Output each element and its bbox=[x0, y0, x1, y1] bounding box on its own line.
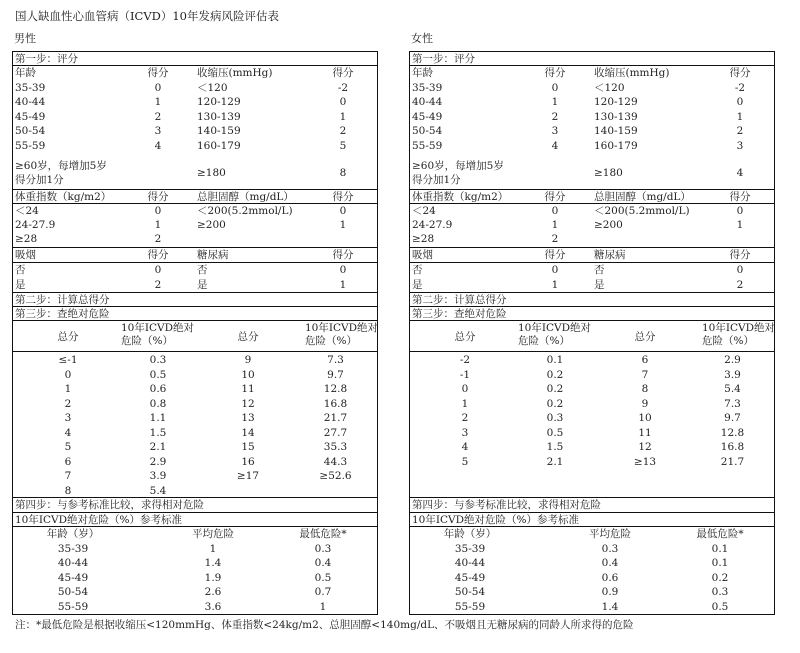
sbp-score: 1 bbox=[736, 110, 744, 123]
total-score-header: 总分 bbox=[57, 331, 79, 343]
step2-title: 第二步：计算总得分 bbox=[412, 294, 507, 306]
score-header: 得分 bbox=[332, 67, 354, 79]
ref-min: 0.5 bbox=[711, 600, 729, 613]
sbp-range: 120-129 bbox=[594, 96, 638, 108]
age-score: 3 bbox=[154, 125, 162, 137]
ref-age-header: 年龄（岁） bbox=[46, 528, 100, 540]
ref-min: 0.1 bbox=[711, 542, 729, 555]
ref-min: 0.3 bbox=[314, 542, 332, 555]
total-score: 5 bbox=[461, 455, 469, 468]
abs-risk: 2.9 bbox=[149, 455, 167, 468]
ref-age: 55-59 bbox=[57, 600, 89, 613]
smoke-value: 是 bbox=[15, 278, 26, 291]
page-title: 国人缺血性心血管病（ICVD）10年发病风险评估表 bbox=[15, 9, 279, 23]
age60-line2: 得分加1分 bbox=[412, 174, 461, 186]
step4-row bbox=[410, 498, 774, 513]
step4-title: 第四步：与参考标准比较，求得相对危险 bbox=[15, 499, 204, 511]
total-score: ≥17 bbox=[236, 470, 260, 482]
total-score: 0 bbox=[461, 383, 469, 395]
ref-age: 40-44 bbox=[57, 557, 89, 569]
abs-risk-header-line1: 10年ICVD绝对 bbox=[702, 322, 776, 334]
total-score: 1 bbox=[461, 397, 469, 410]
abs-risk-header-line1: 10年ICVD绝对 bbox=[121, 322, 195, 334]
score-header: 得分 bbox=[147, 249, 169, 261]
total-score: 11 bbox=[241, 383, 255, 395]
ref-avg: 1 bbox=[209, 542, 217, 555]
table-row bbox=[410, 556, 774, 571]
abs-risk: 7.3 bbox=[327, 354, 344, 366]
total-score: 3 bbox=[64, 412, 72, 424]
ref-age: 35-39 bbox=[454, 542, 486, 555]
abs-risk: 1.5 bbox=[546, 441, 564, 453]
ref-avg: 0.4 bbox=[601, 557, 619, 569]
abs-risk: 0.8 bbox=[149, 397, 167, 410]
abs-risk: 12.8 bbox=[720, 426, 745, 439]
sbp-range: 140-159 bbox=[594, 125, 638, 137]
chol-range: ≥200 bbox=[594, 219, 623, 231]
age-range: 55-59 bbox=[412, 139, 443, 152]
age-score: 0 bbox=[154, 81, 162, 94]
table-row bbox=[13, 542, 377, 557]
score-header: 得分 bbox=[729, 67, 751, 79]
age-header: 年龄 bbox=[412, 67, 433, 79]
sbp-score: -2 bbox=[337, 81, 349, 94]
step1-title: 第一步：评分 bbox=[15, 53, 78, 65]
bmi-range: ≥28 bbox=[412, 233, 435, 245]
diab-score: 1 bbox=[339, 278, 347, 291]
abs-risk: 7.3 bbox=[724, 397, 741, 410]
sbp-score: 0 bbox=[736, 96, 744, 108]
ref-age: 35-39 bbox=[57, 542, 89, 555]
total-score: 9 bbox=[641, 397, 649, 410]
age-score: 4 bbox=[551, 139, 559, 152]
abs-risk: 16.8 bbox=[323, 397, 348, 410]
ref-avg: 0.9 bbox=[601, 586, 619, 598]
sbp-header: 收缩压(mmHg) bbox=[197, 67, 273, 79]
total-score: 7 bbox=[641, 368, 649, 381]
score-header: 得分 bbox=[544, 249, 566, 261]
total-score: 3 bbox=[461, 426, 469, 439]
smoke-value: 否 bbox=[15, 264, 26, 276]
age-score: 0 bbox=[551, 81, 559, 94]
diab-value: 是 bbox=[197, 278, 208, 291]
ref-age: 55-59 bbox=[454, 600, 486, 613]
sbp-score: 3 bbox=[736, 139, 744, 152]
abs-risk: ≥52.6 bbox=[319, 470, 352, 482]
ref-age: 40-44 bbox=[454, 557, 486, 569]
diab-header: 糖尿病 bbox=[594, 249, 626, 261]
male-label: 男性 bbox=[14, 32, 36, 45]
total-score: 6 bbox=[641, 354, 649, 366]
total-score: 4 bbox=[64, 426, 72, 439]
bmi-header: 体重指数（kg/m2） bbox=[15, 191, 112, 203]
total-score: 8 bbox=[641, 383, 649, 395]
total-score: 11 bbox=[638, 426, 652, 439]
abs-risk: 27.7 bbox=[323, 426, 348, 439]
table-row bbox=[410, 571, 774, 586]
ref-avg: 2.6 bbox=[204, 586, 222, 598]
ref-title-row bbox=[410, 513, 774, 528]
bmi-header: 体重指数（kg/m2） bbox=[412, 191, 509, 203]
abs-risk: 44.3 bbox=[323, 455, 348, 468]
total-score: -1 bbox=[459, 368, 471, 381]
chol-score: 1 bbox=[736, 219, 744, 231]
ref-min: 0.1 bbox=[711, 557, 729, 569]
abs-risk-header-line1: 10年ICVD绝对 bbox=[305, 322, 379, 334]
total-score: 15 bbox=[241, 441, 255, 453]
abs-risk-header-line2: 危险（%） bbox=[305, 334, 357, 347]
abs-risk: 5.4 bbox=[149, 484, 167, 497]
abs-risk-header-line2: 危险（%） bbox=[702, 334, 754, 347]
abs-risk: 0.2 bbox=[546, 397, 564, 410]
bmi-score: 0 bbox=[551, 205, 559, 217]
sbp-score: 2 bbox=[736, 125, 744, 137]
bmi-range: ＜24 bbox=[15, 205, 39, 217]
abs-risk: 21.7 bbox=[720, 455, 745, 468]
sbp-range: ＜120 bbox=[594, 81, 625, 94]
score-header: 得分 bbox=[729, 191, 751, 203]
ref-avg: 1.4 bbox=[204, 557, 222, 569]
ref-age: 50-54 bbox=[57, 586, 89, 598]
smoke-value: 是 bbox=[412, 278, 423, 291]
ref-avg: 0.3 bbox=[601, 542, 619, 555]
ref-avg: 0.6 bbox=[601, 571, 619, 584]
risk-section bbox=[13, 52, 377, 498]
abs-risk: 0.3 bbox=[149, 354, 167, 366]
ref-age: 50-54 bbox=[454, 586, 486, 598]
sbp-score: 0 bbox=[339, 96, 347, 108]
age-score: 2 bbox=[154, 110, 162, 123]
table-row bbox=[410, 585, 774, 600]
age-score: 3 bbox=[551, 125, 559, 137]
age60-line2: 得分加1分 bbox=[15, 174, 64, 186]
age-range: 50-54 bbox=[15, 125, 46, 137]
sbp-score: 5 bbox=[339, 139, 347, 152]
total-score: ≥13 bbox=[633, 455, 657, 468]
smoke-score: 0 bbox=[154, 264, 162, 276]
male-risk-table bbox=[12, 51, 378, 615]
age-range: 45-49 bbox=[15, 110, 46, 123]
total-score: 7 bbox=[64, 470, 72, 482]
abs-risk-header-line2: 危险（%） bbox=[121, 334, 173, 347]
abs-risk-header-line2: 危险（%） bbox=[518, 334, 570, 347]
table-row bbox=[13, 571, 377, 586]
score-header: 得分 bbox=[544, 67, 566, 79]
bmi-range: ＜24 bbox=[412, 205, 436, 217]
smoke-header: 吸烟 bbox=[15, 249, 36, 261]
sbp-score: -2 bbox=[734, 81, 746, 94]
sbp180-score: 4 bbox=[736, 167, 744, 179]
bmi-range: 24-27.9 bbox=[15, 219, 56, 231]
table-row bbox=[13, 585, 377, 600]
bmi-score: 1 bbox=[551, 219, 559, 231]
ref-title: 10年ICVD绝对危险（%）参考标准 bbox=[15, 513, 183, 526]
age-range: 55-59 bbox=[15, 139, 46, 152]
ref-min-header: 最低危险* bbox=[299, 528, 347, 540]
total-score: 2 bbox=[461, 412, 469, 424]
total-score-header: 总分 bbox=[237, 331, 259, 343]
score-header: 得分 bbox=[147, 191, 169, 203]
score-header: 得分 bbox=[332, 191, 354, 203]
total-score: 1 bbox=[64, 383, 72, 395]
diab-score: 0 bbox=[736, 264, 744, 276]
ref-min: 0.7 bbox=[314, 586, 332, 598]
smoke-score: 1 bbox=[551, 278, 559, 291]
ref-min-header: 最低危险* bbox=[696, 528, 744, 540]
age-score: 1 bbox=[551, 96, 559, 108]
age60-line1: ≥60岁，每增加5岁 bbox=[15, 160, 107, 172]
sbp-range: 120-129 bbox=[197, 96, 241, 108]
total-score: -2 bbox=[459, 354, 471, 366]
ref-age-header: 年龄（岁） bbox=[443, 528, 497, 540]
total-score: 0 bbox=[64, 368, 72, 381]
sbp180: ≥180 bbox=[594, 167, 623, 179]
bmi-score: 0 bbox=[154, 205, 162, 217]
age-range: 45-49 bbox=[412, 110, 443, 123]
abs-risk: 0.6 bbox=[149, 383, 167, 395]
sbp-range: ＜120 bbox=[197, 81, 228, 94]
sbp180: ≥180 bbox=[197, 167, 226, 179]
total-score: 12 bbox=[638, 441, 652, 453]
smoke-value: 否 bbox=[412, 264, 423, 276]
diab-value: 是 bbox=[594, 278, 605, 291]
ref-header bbox=[13, 527, 377, 542]
diab-score: 0 bbox=[339, 264, 347, 276]
ref-header bbox=[410, 527, 774, 542]
bmi-range: 24-27.9 bbox=[412, 219, 453, 231]
age-score: 1 bbox=[154, 96, 162, 108]
chol-score: 0 bbox=[339, 205, 347, 217]
ref-min: 0.5 bbox=[314, 571, 332, 584]
total-score: 6 bbox=[64, 455, 72, 468]
total-score: 14 bbox=[241, 426, 255, 439]
ref-age: 45-49 bbox=[454, 571, 486, 584]
ref-avg: 1.9 bbox=[204, 571, 222, 584]
table-row bbox=[13, 600, 377, 615]
bmi-score: 2 bbox=[551, 233, 559, 245]
total-score: 12 bbox=[241, 397, 255, 410]
age-range: 50-54 bbox=[412, 125, 443, 137]
bmi-score: 2 bbox=[154, 233, 162, 245]
total-score: 8 bbox=[64, 484, 72, 497]
sbp-score: 2 bbox=[339, 125, 347, 137]
chol-header: 总胆固醇（mg/dL） bbox=[594, 191, 691, 203]
ref-min: 0.4 bbox=[314, 557, 332, 569]
age-range: 40-44 bbox=[15, 96, 46, 108]
chol-score: 1 bbox=[339, 219, 347, 231]
abs-risk: 2.9 bbox=[724, 354, 741, 366]
total-score-header: 总分 bbox=[634, 331, 656, 343]
bmi-score: 1 bbox=[154, 219, 162, 231]
age-range: 40-44 bbox=[412, 96, 443, 108]
abs-risk: 0.2 bbox=[546, 368, 564, 381]
total-score: 9 bbox=[244, 354, 252, 366]
smoke-header: 吸烟 bbox=[412, 249, 433, 261]
female-label: 女性 bbox=[411, 32, 433, 45]
age-header: 年龄 bbox=[15, 67, 36, 79]
ref-title-row bbox=[13, 513, 377, 528]
abs-risk: 9.7 bbox=[327, 368, 344, 381]
risk-section bbox=[410, 52, 774, 498]
total-score-header: 总分 bbox=[454, 331, 476, 343]
total-score: 13 bbox=[241, 412, 255, 424]
sbp180-score: 8 bbox=[339, 167, 347, 179]
sbp-range: 130-139 bbox=[594, 110, 638, 123]
abs-risk: 0.2 bbox=[546, 383, 564, 395]
ref-avg: 3.6 bbox=[204, 600, 222, 613]
abs-risk: 3.9 bbox=[149, 470, 167, 482]
abs-risk: 12.8 bbox=[323, 383, 348, 395]
ref-age: 45-49 bbox=[57, 571, 89, 584]
abs-risk: 0.3 bbox=[546, 412, 564, 424]
diab-header: 糖尿病 bbox=[197, 249, 229, 261]
female-risk-table bbox=[409, 51, 775, 615]
ref-min: 0.2 bbox=[711, 571, 729, 584]
total-score: 10 bbox=[638, 412, 652, 424]
total-score: 4 bbox=[461, 441, 469, 453]
abs-risk: 2.1 bbox=[149, 441, 167, 453]
abs-risk-header-line1: 10年ICVD绝对 bbox=[518, 322, 592, 334]
abs-risk: 3.9 bbox=[724, 368, 741, 381]
total-score: 5 bbox=[64, 441, 72, 453]
total-score: 10 bbox=[241, 368, 255, 381]
abs-risk: 5.4 bbox=[724, 383, 741, 395]
chol-score: 0 bbox=[736, 205, 744, 217]
age-score: 2 bbox=[551, 110, 559, 123]
ref-min: 1 bbox=[319, 600, 327, 613]
chol-range: ＜200(5.2mmol/L) bbox=[594, 205, 690, 217]
age-range: 35-39 bbox=[15, 81, 46, 94]
age-range: 35-39 bbox=[412, 81, 443, 94]
diab-value: 否 bbox=[594, 264, 605, 276]
bmi-range: ≥28 bbox=[15, 233, 38, 245]
table-row bbox=[410, 542, 774, 557]
abs-risk: 1.1 bbox=[149, 412, 167, 424]
diab-score: 2 bbox=[736, 278, 744, 291]
diab-value: 否 bbox=[197, 264, 208, 276]
abs-risk: 1.5 bbox=[149, 426, 167, 439]
step1-title: 第一步：评分 bbox=[412, 53, 475, 65]
total-score: 16 bbox=[241, 455, 255, 468]
sbp-range: 140-159 bbox=[197, 125, 241, 137]
step2-title: 第二步：计算总得分 bbox=[15, 294, 110, 306]
step3-title: 第三步：查绝对危险 bbox=[15, 308, 110, 320]
step3-title: 第三步：查绝对危险 bbox=[412, 308, 507, 320]
table-row bbox=[410, 600, 774, 615]
ref-avg-header: 平均危险 bbox=[589, 528, 631, 540]
abs-risk: 35.3 bbox=[323, 441, 348, 453]
sbp-range: 160-179 bbox=[197, 139, 241, 152]
ref-title: 10年ICVD绝对危险（%）参考标准 bbox=[412, 513, 580, 526]
chol-range: ＜200(5.2mmol/L) bbox=[197, 205, 293, 217]
age60-line1: ≥60岁，每增加5岁 bbox=[412, 160, 504, 172]
total-score: ≤-1 bbox=[58, 354, 78, 366]
sbp-range: 160-179 bbox=[594, 139, 638, 152]
footnote: 注：*最低危险是根据收缩压<120mmHg、体重指数<24kg/m2、总胆固醇<140mg/dL、不吸烟且无糖尿病的同龄人所求得的危险 bbox=[15, 619, 634, 631]
score-header: 得分 bbox=[147, 67, 169, 79]
chol-header: 总胆固醇（mg/dL） bbox=[197, 191, 294, 203]
abs-risk: 0.5 bbox=[546, 426, 564, 439]
abs-risk: 0.1 bbox=[546, 354, 564, 366]
smoke-score: 2 bbox=[154, 278, 162, 291]
sbp-score: 1 bbox=[339, 110, 347, 123]
table-row bbox=[13, 556, 377, 571]
step4-title: 第四步：与参考标准比较，求得相对危险 bbox=[412, 499, 601, 511]
ref-avg: 1.4 bbox=[601, 600, 619, 613]
smoke-score: 0 bbox=[551, 264, 559, 276]
abs-risk: 9.7 bbox=[724, 412, 741, 424]
total-score: 2 bbox=[64, 397, 72, 410]
score-header: 得分 bbox=[544, 191, 566, 203]
ref-avg-header: 平均危险 bbox=[192, 528, 234, 540]
sbp-range: 130-139 bbox=[197, 110, 241, 123]
age-score: 4 bbox=[154, 139, 162, 152]
abs-risk: 16.8 bbox=[720, 441, 745, 453]
abs-risk: 21.7 bbox=[323, 412, 348, 424]
score-header: 得分 bbox=[729, 249, 751, 261]
abs-risk: 0.5 bbox=[149, 368, 167, 381]
ref-min: 0.3 bbox=[711, 586, 729, 598]
step4-row bbox=[13, 498, 377, 513]
abs-risk: 2.1 bbox=[546, 455, 564, 468]
chol-range: ≥200 bbox=[197, 219, 226, 231]
sbp-header: 收缩压(mmHg) bbox=[594, 67, 670, 79]
score-header: 得分 bbox=[332, 249, 354, 261]
